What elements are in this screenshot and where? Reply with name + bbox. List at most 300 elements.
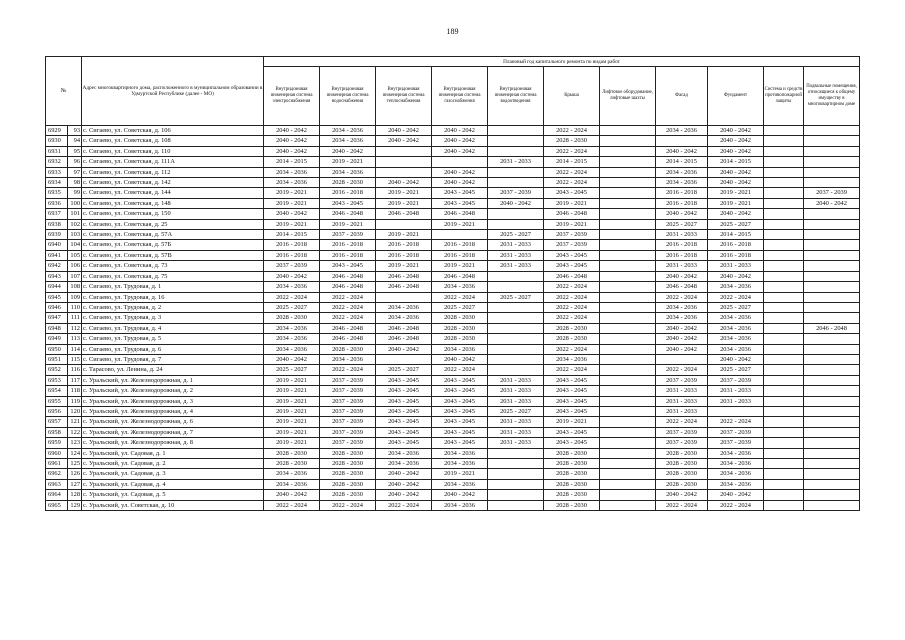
row-cell (600, 406, 656, 416)
row-cell: 2034 - 2036 (320, 136, 376, 146)
row-cell (376, 167, 432, 177)
row-address: с. Уральский, ул. Садовая, д. 1 (82, 448, 264, 458)
row-cell (764, 230, 804, 240)
row-cell: 2031 - 2033 (656, 386, 708, 396)
row-cell: 2016 - 2018 (376, 250, 432, 260)
row-cell: 2040 - 2042 (376, 344, 432, 354)
row-cell: 2043 - 2045 (376, 396, 432, 406)
row-cell: 2034 - 2036 (656, 302, 708, 312)
row-cell: 2043 - 2045 (544, 250, 600, 260)
row-cell (764, 157, 804, 167)
row-cell: 2040 - 2042 (264, 490, 320, 500)
header-work-6: Лифтовое оборудование, лифтовые шахты (600, 67, 656, 126)
row-cell (804, 396, 860, 406)
row-cell (488, 459, 544, 469)
row-cell: 2043 - 2045 (432, 427, 488, 437)
row-cell: 2034 - 2036 (432, 459, 488, 469)
table-row (46, 250, 860, 260)
row-number: 121 (68, 417, 82, 427)
row-cell (600, 500, 656, 510)
row-cell: 2022 - 2024 (544, 302, 600, 312)
row-cell: 2034 - 2036 (708, 334, 764, 344)
row-cell: 2040 - 2042 (376, 469, 432, 479)
row-cell (600, 459, 656, 469)
row-number: 114 (68, 344, 82, 354)
row-cell: 2028 - 2030 (432, 313, 488, 323)
row-address: с. Уральский, ул. Садовая, д. 5 (82, 490, 264, 500)
row-cell: 2031 - 2033 (488, 417, 544, 427)
row-number: 111 (68, 313, 82, 323)
row-index: 6931 (46, 146, 68, 156)
table-row (46, 375, 860, 385)
row-cell (804, 417, 860, 427)
row-cell: 2034 - 2036 (264, 344, 320, 354)
row-number: 126 (68, 469, 82, 479)
row-address: с. Сигаево, ул. Советская, д. 112 (82, 167, 264, 177)
row-address: с. Сигаево, ул. Трудовая, д. 3 (82, 313, 264, 323)
row-cell (600, 354, 656, 364)
row-cell: 2043 - 2045 (376, 386, 432, 396)
row-cell: 2034 - 2036 (708, 313, 764, 323)
row-cell (804, 167, 860, 177)
row-index: 6945 (46, 292, 68, 302)
row-cell: 2031 - 2033 (488, 427, 544, 437)
row-cell: 2034 - 2036 (708, 459, 764, 469)
row-cell: 2043 - 2045 (544, 427, 600, 437)
row-cell: 2028 - 2030 (544, 469, 600, 479)
row-cell: 2025 - 2027 (708, 302, 764, 312)
row-cell: 2019 - 2021 (708, 188, 764, 198)
row-cell: 2046 - 2048 (320, 209, 376, 219)
row-address: с. Уральский, ул. Железнодорожная, д. 3 (82, 396, 264, 406)
row-cell: 2019 - 2021 (264, 396, 320, 406)
row-index: 6950 (46, 344, 68, 354)
row-cell: 2016 - 2018 (708, 250, 764, 260)
row-cell: 2034 - 2036 (432, 344, 488, 354)
row-cell: 2014 - 2015 (264, 230, 320, 240)
row-cell (488, 136, 544, 146)
row-cell: 2034 - 2036 (376, 302, 432, 312)
row-address: с. Сигаево, ул. Советская, д. 106 (82, 126, 264, 136)
row-cell (764, 365, 804, 375)
row-index: 6947 (46, 313, 68, 323)
row-cell (600, 261, 656, 271)
row-cell: 2034 - 2036 (708, 448, 764, 458)
table-row (46, 167, 860, 177)
row-cell (764, 188, 804, 198)
row-cell: 2040 - 2042 (708, 209, 764, 219)
row-number: 108 (68, 282, 82, 292)
row-index: 6930 (46, 136, 68, 146)
row-cell: 2022 - 2024 (320, 500, 376, 510)
row-cell: 2043 - 2045 (320, 198, 376, 208)
header-work-4: Внутридомовая инженерная система водоотведения (488, 67, 544, 126)
row-cell (804, 302, 860, 312)
row-cell: 2037 - 2039 (320, 406, 376, 416)
row-cell: 2040 - 2042 (656, 146, 708, 156)
row-cell: 2025 - 2027 (264, 365, 320, 375)
row-cell: 2034 - 2036 (264, 334, 320, 344)
row-cell (708, 406, 764, 416)
row-cell (488, 500, 544, 510)
row-cell: 2022 - 2024 (264, 500, 320, 510)
row-cell: 2040 - 2042 (708, 167, 764, 177)
row-cell (600, 136, 656, 146)
row-cell (804, 500, 860, 510)
row-cell: 2025 - 2027 (264, 302, 320, 312)
row-cell (804, 406, 860, 416)
row-cell: 2025 - 2027 (488, 406, 544, 416)
row-cell: 2014 - 2015 (544, 157, 600, 167)
row-address: с. Сигаево, ул. Советская, д. 25 (82, 219, 264, 229)
row-cell: 2016 - 2018 (708, 240, 764, 250)
row-cell (600, 209, 656, 219)
row-cell (804, 448, 860, 458)
row-cell: 2022 - 2024 (544, 146, 600, 156)
row-number: 104 (68, 240, 82, 250)
row-cell: 2043 - 2045 (544, 261, 600, 271)
row-cell: 2037 - 2039 (320, 230, 376, 240)
row-cell (600, 146, 656, 156)
row-cell: 2031 - 2033 (656, 261, 708, 271)
row-cell: 2037 - 2039 (320, 396, 376, 406)
row-cell (600, 157, 656, 167)
row-cell (764, 271, 804, 281)
row-address: с. Уральский, ул. Железнодорожная, д. 1 (82, 375, 264, 385)
row-cell: 2040 - 2042 (376, 178, 432, 188)
table-row (46, 240, 860, 250)
page-number: 189 (446, 27, 459, 36)
row-cell (488, 490, 544, 500)
row-cell (600, 250, 656, 260)
header-work-5: Крыша (544, 67, 600, 126)
row-index: 6960 (46, 448, 68, 458)
row-cell: 2025 - 2027 (376, 365, 432, 375)
row-cell: 2014 - 2015 (708, 157, 764, 167)
capital-repair-table (45, 56, 860, 511)
row-cell: 2019 - 2021 (544, 417, 600, 427)
row-cell: 2034 - 2036 (264, 479, 320, 489)
row-cell: 2037 - 2039 (656, 427, 708, 437)
row-cell (764, 334, 804, 344)
row-cell: 2022 - 2024 (544, 282, 600, 292)
row-cell (804, 292, 860, 302)
row-cell: 2028 - 2030 (264, 459, 320, 469)
row-cell: 2028 - 2030 (320, 448, 376, 458)
table-row (46, 479, 860, 489)
row-cell: 2040 - 2042 (656, 209, 708, 219)
table-row (46, 146, 860, 156)
row-cell (488, 219, 544, 229)
row-cell: 2037 - 2039 (656, 438, 708, 448)
row-address: с. Сигаево, ул. Советская, д. 57В (82, 250, 264, 260)
row-cell: 2022 - 2024 (708, 500, 764, 510)
row-cell: 2040 - 2042 (376, 490, 432, 500)
row-cell (376, 292, 432, 302)
row-cell: 2046 - 2048 (544, 209, 600, 219)
row-cell (804, 136, 860, 146)
row-cell: 2046 - 2048 (376, 334, 432, 344)
row-index: 6940 (46, 240, 68, 250)
row-cell (488, 126, 544, 136)
row-cell: 2016 - 2018 (264, 250, 320, 260)
table-row (46, 417, 860, 427)
row-cell: 2040 - 2042 (264, 136, 320, 146)
row-cell: 2046 - 2048 (544, 271, 600, 281)
row-cell (764, 209, 804, 219)
row-cell: 2034 - 2036 (544, 354, 600, 364)
header-number: № (46, 57, 82, 126)
table-row (46, 209, 860, 219)
row-cell: 2043 - 2045 (544, 396, 600, 406)
row-cell: 2034 - 2036 (320, 354, 376, 364)
row-cell (656, 136, 708, 146)
row-cell: 2046 - 2048 (376, 282, 432, 292)
row-cell: 2022 - 2024 (544, 313, 600, 323)
row-cell (804, 219, 860, 229)
row-cell: 2046 - 2048 (656, 282, 708, 292)
row-index: 6951 (46, 354, 68, 364)
row-cell (600, 178, 656, 188)
row-cell (600, 240, 656, 250)
row-cell: 2022 - 2024 (708, 417, 764, 427)
row-cell (764, 167, 804, 177)
row-address: с. Уральский, ул. Советская, д. 10 (82, 500, 264, 510)
row-cell: 2022 - 2024 (656, 500, 708, 510)
row-number: 119 (68, 396, 82, 406)
row-cell: 2034 - 2036 (264, 178, 320, 188)
row-cell: 2025 - 2027 (488, 292, 544, 302)
row-cell: 2043 - 2045 (544, 406, 600, 416)
row-cell: 2028 - 2030 (544, 479, 600, 489)
row-index: 6942 (46, 261, 68, 271)
row-cell: 2046 - 2048 (432, 209, 488, 219)
row-cell: 2040 - 2042 (432, 354, 488, 364)
row-cell: 2028 - 2030 (264, 313, 320, 323)
row-address: с. Сигаево, ул. Советская, д. 108 (82, 136, 264, 146)
row-index: 6936 (46, 198, 68, 208)
row-cell: 2022 - 2024 (320, 313, 376, 323)
row-cell: 2034 - 2036 (432, 500, 488, 510)
row-cell (600, 271, 656, 281)
row-cell: 2031 - 2033 (708, 261, 764, 271)
row-cell: 2031 - 2033 (656, 406, 708, 416)
row-cell: 2016 - 2018 (376, 240, 432, 250)
row-cell: 2031 - 2033 (488, 396, 544, 406)
row-cell (764, 292, 804, 302)
row-cell (376, 219, 432, 229)
row-cell (600, 417, 656, 427)
row-cell: 2043 - 2045 (432, 417, 488, 427)
row-number: 101 (68, 209, 82, 219)
row-index: 6957 (46, 417, 68, 427)
row-index: 6941 (46, 250, 68, 260)
row-cell (764, 354, 804, 364)
row-cell: 2014 - 2015 (656, 157, 708, 167)
row-cell: 2040 - 2042 (656, 334, 708, 344)
row-index: 6952 (46, 365, 68, 375)
row-cell (804, 469, 860, 479)
row-cell: 2031 - 2033 (656, 396, 708, 406)
row-cell (764, 500, 804, 510)
row-cell (764, 427, 804, 437)
row-cell (804, 344, 860, 354)
row-number: 93 (68, 126, 82, 136)
row-number: 94 (68, 136, 82, 146)
row-cell (764, 323, 804, 333)
row-cell: 2040 - 2042 (264, 209, 320, 219)
row-cell (488, 344, 544, 354)
row-cell: 2022 - 2024 (544, 344, 600, 354)
row-cell: 2040 - 2042 (656, 323, 708, 333)
row-cell: 2037 - 2039 (320, 375, 376, 385)
row-cell: 2043 - 2045 (432, 406, 488, 416)
row-cell: 2019 - 2021 (264, 198, 320, 208)
row-cell: 2037 - 2039 (656, 375, 708, 385)
row-cell: 2040 - 2042 (432, 490, 488, 500)
row-number: 116 (68, 365, 82, 375)
row-number: 120 (68, 406, 82, 416)
row-cell (804, 427, 860, 437)
row-number: 122 (68, 427, 82, 437)
row-cell (376, 157, 432, 167)
row-cell: 2019 - 2021 (264, 406, 320, 416)
row-number: 110 (68, 302, 82, 312)
row-cell (804, 375, 860, 385)
table-row (46, 365, 860, 375)
row-number: 102 (68, 219, 82, 229)
row-cell (764, 375, 804, 385)
row-number: 115 (68, 354, 82, 364)
row-cell (764, 344, 804, 354)
row-cell: 2031 - 2033 (488, 240, 544, 250)
row-cell (600, 438, 656, 448)
row-cell: 2019 - 2021 (264, 375, 320, 385)
row-address: с. Сигаево, ул. Трудовая, д. 4 (82, 323, 264, 333)
row-cell: 2028 - 2030 (432, 323, 488, 333)
row-cell: 2037 - 2039 (264, 261, 320, 271)
row-cell (600, 375, 656, 385)
row-cell: 2025 - 2027 (708, 365, 764, 375)
row-cell: 2034 - 2036 (320, 167, 376, 177)
row-cell: 2028 - 2030 (544, 323, 600, 333)
row-cell (488, 167, 544, 177)
row-cell (804, 354, 860, 364)
header-work-8: Фундамент (708, 67, 764, 126)
row-cell: 2022 - 2024 (432, 292, 488, 302)
row-cell: 2040 - 2042 (708, 271, 764, 281)
row-cell: 2037 - 2039 (320, 417, 376, 427)
row-index: 6937 (46, 209, 68, 219)
row-cell: 2028 - 2030 (544, 136, 600, 146)
row-cell: 2043 - 2045 (320, 261, 376, 271)
header-work-2: Внутридомовая инженерная система теплоснабжения (376, 67, 432, 126)
row-address: с. Уральский, ул. Железнодорожная, д. 6 (82, 417, 264, 427)
row-cell: 2037 - 2039 (804, 188, 860, 198)
row-cell (764, 250, 804, 260)
header-work-7: Фасад (656, 67, 708, 126)
row-cell: 2019 - 2021 (264, 417, 320, 427)
row-number: 103 (68, 230, 82, 240)
row-address: с. Сигаево, ул. Советская, д. 111А (82, 157, 264, 167)
row-cell: 2037 - 2039 (544, 230, 600, 240)
row-cell: 2046 - 2048 (320, 282, 376, 292)
row-cell (600, 302, 656, 312)
row-cell: 2040 - 2042 (376, 136, 432, 146)
table-row (46, 302, 860, 312)
row-cell: 2046 - 2048 (376, 271, 432, 281)
row-index: 6938 (46, 219, 68, 229)
row-cell (600, 479, 656, 489)
row-cell: 2028 - 2030 (320, 178, 376, 188)
row-cell: 2040 - 2042 (656, 490, 708, 500)
row-cell: 2040 - 2042 (708, 490, 764, 500)
row-cell: 2034 - 2036 (656, 178, 708, 188)
row-cell: 2034 - 2036 (376, 448, 432, 458)
row-cell: 2019 - 2021 (320, 219, 376, 229)
table-row (46, 500, 860, 510)
row-cell: 2028 - 2030 (656, 448, 708, 458)
row-cell: 2019 - 2021 (264, 438, 320, 448)
row-cell: 2022 - 2024 (432, 365, 488, 375)
header-work-3: Внутридомовая инженерная система газоснабжения (432, 67, 488, 126)
row-cell: 2028 - 2030 (264, 448, 320, 458)
row-address: с. Уральский, ул. Железнодорожная, д. 8 (82, 438, 264, 448)
row-cell (804, 240, 860, 250)
row-cell (488, 282, 544, 292)
row-cell (764, 313, 804, 323)
row-cell: 2037 - 2039 (320, 386, 376, 396)
row-number: 106 (68, 261, 82, 271)
row-cell: 2040 - 2042 (708, 126, 764, 136)
row-cell: 2019 - 2021 (376, 188, 432, 198)
table-row (46, 490, 860, 500)
row-cell (764, 406, 804, 416)
row-index: 6932 (46, 157, 68, 167)
header-group: Плановый год капитального ремонта по видам работ (264, 57, 860, 67)
row-cell: 2025 - 2027 (656, 219, 708, 229)
row-cell: 2022 - 2024 (320, 365, 376, 375)
row-address: с. Сигаево, ул. Трудовая, д. 1 (82, 282, 264, 292)
row-cell (804, 261, 860, 271)
row-cell: 2034 - 2036 (708, 323, 764, 333)
table-row (46, 271, 860, 281)
row-index: 6944 (46, 282, 68, 292)
table-body (46, 126, 860, 511)
row-cell: 2043 - 2045 (432, 198, 488, 208)
row-cell: 2034 - 2036 (656, 167, 708, 177)
row-number: 127 (68, 479, 82, 489)
row-address: с. Сигаево, ул. Советская, д. 148 (82, 198, 264, 208)
row-cell (804, 282, 860, 292)
row-cell: 2019 - 2021 (708, 198, 764, 208)
row-cell (804, 178, 860, 188)
row-address: с. Сигаево, ул. Советская, д. 144 (82, 188, 264, 198)
row-address: с. Уральский, ул. Железнодорожная, д. 7 (82, 427, 264, 437)
row-cell: 2016 - 2018 (432, 250, 488, 260)
row-cell (764, 178, 804, 188)
table-row (46, 334, 860, 344)
row-cell: 2016 - 2018 (656, 240, 708, 250)
row-cell (488, 354, 544, 364)
row-cell: 2040 - 2042 (320, 146, 376, 156)
row-cell (764, 479, 804, 489)
row-cell (600, 282, 656, 292)
row-cell: 2043 - 2045 (432, 438, 488, 448)
row-cell: 2014 - 2015 (708, 230, 764, 240)
row-cell: 2046 - 2048 (320, 271, 376, 281)
row-cell: 2043 - 2045 (432, 188, 488, 198)
